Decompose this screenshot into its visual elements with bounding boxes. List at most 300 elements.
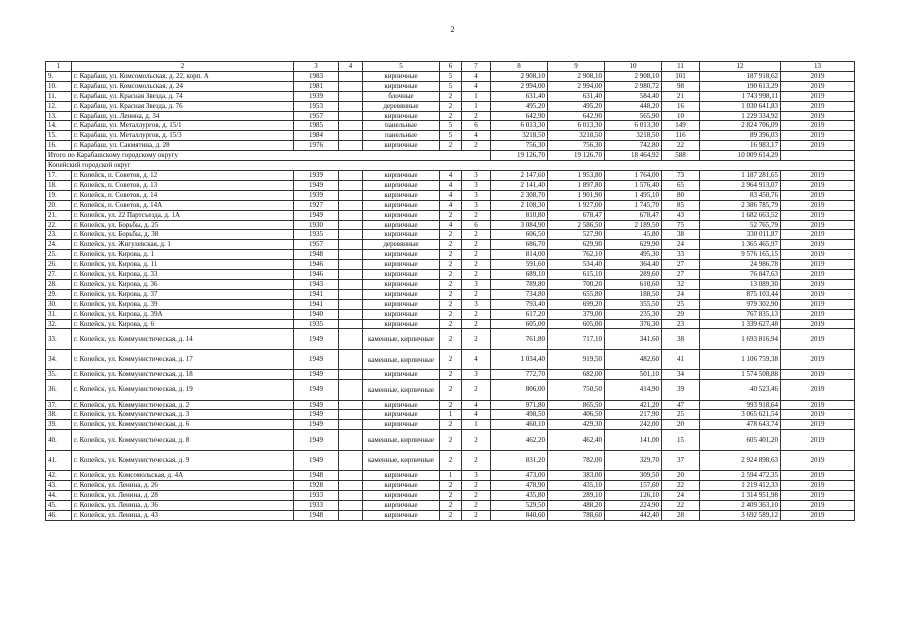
table-cell-col-9: 527,90 [548,230,605,240]
table-cell-col-1: 33. [46,329,72,349]
table-cell-col-12: 2 924 898,63 [700,450,781,470]
table-cell-col-5: кирпичные [363,270,440,280]
column-header-13: 13 [781,62,855,72]
table-cell-col-7: 2 [462,270,491,280]
table-cell-col-7: 2 [462,240,491,250]
table-cell-col-6: 5 [440,121,462,131]
table-cell-col-10: 376,30 [605,319,662,329]
table-cell-col-3: 1953 [294,101,339,111]
table-cell-col-13: 2019 [781,400,855,410]
housing-registry-table [45,61,855,521]
table-row [46,71,855,81]
column-header-2: 2 [72,62,294,72]
table-cell-col-2: г. Копейск, ул. Ленина, д. 36 [72,500,294,510]
table-row [46,400,855,410]
table-cell-col-10: 2 189,50 [605,220,662,230]
table-cell-col-7: 2 [462,319,491,329]
table-cell-col-9: 2 586,50 [548,220,605,230]
table-cell-col-11: 10 [662,111,700,121]
table-cell-col-5: кирпичные [363,220,440,230]
table-cell-col-13: 2019 [781,190,855,200]
table-cell-col-13: 2019 [781,471,855,481]
table-cell-col-5: кирпичные [363,111,440,121]
table-cell-col-7: 4 [462,131,491,141]
table-cell-col-3: 1941 [294,289,339,299]
column-number-header-row [46,62,855,72]
table-cell-col-11: 24 [662,240,700,250]
table-cell-col-13: 2019 [781,480,855,490]
table-cell-col-8: 2 308,70 [491,190,548,200]
table-cell-col-8: 495,20 [491,101,548,111]
table-cell-col-3: 1984 [294,131,339,141]
table-cell-col-4 [339,510,363,520]
table-cell-col-2: г. Копейск, ул. Кирова, д. 6 [72,319,294,329]
table-cell-col-4 [339,111,363,121]
table-cell-col-1: 45. [46,500,72,510]
table-cell-col-9: 534,40 [548,260,605,270]
table-cell-col-11: 16 [662,101,700,111]
table-cell-col-12: 1 339 627,48 [700,319,781,329]
table-cell-col-8: 2 147,60 [491,170,548,180]
table-cell-col-12: 16 983,17 [700,141,781,151]
table-cell-col-1: 26. [46,260,72,270]
table-cell-col-4 [339,240,363,250]
table-cell-col-9: 1 901,90 [548,190,605,200]
table-cell-col-3: 1949 [294,410,339,420]
table-cell-col-10: 242,00 [605,420,662,430]
table-cell-col-11: 20 [662,420,700,430]
table-cell-col-1: 22. [46,220,72,230]
table-cell-col-2: г. Копейск, ул. Ленина, д. 43 [72,510,294,520]
table-cell-col-9: 383,00 [548,471,605,481]
table-cell-col-13: 2019 [781,71,855,81]
table-cell-col-6: 4 [440,170,462,180]
table-cell-col-1: 46. [46,510,72,520]
table-cell-col-5: кирпичные [363,71,440,81]
table-cell-col-11: 29 [662,309,700,319]
table-cell-col-10: 355,50 [605,299,662,309]
table-cell-col-12: 9 576 165,15 [700,250,781,260]
table-cell-col-7: 2 [462,250,491,260]
table-cell-col-8: 631,40 [491,91,548,101]
table-cell-col-3: 1949 [294,180,339,190]
table-cell-col-5: кирпичные [363,309,440,319]
table-cell-col-4 [339,430,363,450]
column-header-4: 4 [339,62,363,72]
table-cell-col-12: 3 065 621,54 [700,410,781,420]
table-cell-col-3: 1949 [294,210,339,220]
page-number: 2 [450,25,455,34]
table-cell-col-4 [339,500,363,510]
table-cell-col-10: 2 980,72 [605,81,662,91]
table-cell-col-2: г. Копейск, п. Советов, д. 12 [72,170,294,180]
table-cell-col-5: кирпичные [363,299,440,309]
table-cell-col-2: г. Копейск, ул. Кирова, д. 11 [72,260,294,270]
table-row [46,329,855,349]
table-cell-col-3: 1949 [294,370,339,380]
table-cell-col-13: 2019 [781,91,855,101]
table-cell-col-10: 629,90 [605,240,662,250]
table-cell-col-10: 224,90 [605,500,662,510]
table-cell-col-10: 235,30 [605,309,662,319]
table-cell-col-12: 2 386 785,79 [700,200,781,210]
table-cell-col-13: 2019 [781,319,855,329]
table-cell-col-9: 429,30 [548,420,605,430]
table-cell-col-7: 3 [462,190,491,200]
table-cell-col-2: г. Карабаш, ул. Красная Звезда, д. 76 [72,101,294,111]
table-cell-col-4 [339,141,363,151]
table-cell-col-4 [339,410,363,420]
table-cell-col-8: 772,70 [491,370,548,380]
table-cell-col-10: 501,10 [605,370,662,380]
table-cell-col-9: 3218,50 [548,131,605,141]
table-cell-col-5: каменные, кирпичные [363,329,440,349]
table-cell-col-5: кирпичные [363,510,440,520]
table-cell-col-8: 756,30 [491,141,548,151]
table-cell-col-9: 629,90 [548,240,605,250]
table-cell-col-2: г. Копейск, ул. Комсомольская, д. 4А [72,471,294,481]
table-cell-col-11: 38 [662,230,700,240]
table-cell-col-7: 2 [462,230,491,240]
table-row [46,240,855,250]
table-cell-col-3: 1940 [294,309,339,319]
table-cell-col-2: г. Карабаш, ул. Красная Звезда, д. 74 [72,91,294,101]
table-cell-col-4 [339,200,363,210]
table-row [46,380,855,400]
table-cell-col-7: 3 [462,279,491,289]
table-cell-col-2: г. Копейск, ул. Борьбы, д. 25 [72,220,294,230]
table-cell-col-3: 1935 [294,230,339,240]
table-cell-col-9: 605,00 [548,319,605,329]
table-cell-col-12: 40 523,46 [700,380,781,400]
table-cell-col-6: 2 [440,91,462,101]
table-cell-col-8: 831,20 [491,450,548,470]
column-header-8: 8 [491,62,548,72]
table-cell-col-3: 1949 [294,380,339,400]
table-cell-col-6: 2 [440,101,462,111]
table-cell-col-7: 4 [462,81,491,91]
table-cell-col-6: 1 [440,471,462,481]
table-cell-col-4 [339,319,363,329]
table-row [46,220,855,230]
table-cell-col-1: 18. [46,180,72,190]
table-cell-col-8: 689,10 [491,270,548,280]
table-cell-col-9: 865,50 [548,400,605,410]
table-cell-col-5: кирпичные [363,210,440,220]
table-cell-col-12: 1 219 412,33 [700,480,781,490]
table-cell-col-5: кирпичные [363,400,440,410]
table-cell-col-1: 40. [46,430,72,450]
table-cell-col-1: 37. [46,400,72,410]
table-cell-col-4 [339,309,363,319]
table-cell-col-4 [339,220,363,230]
table-cell-col-1: 36. [46,380,72,400]
table-cell-col-8: 642,90 [491,111,548,121]
table-cell-col-10: 126,10 [605,490,662,500]
table-cell-col-11: 41 [662,349,700,369]
table-cell-col-12: 993 918,64 [700,400,781,410]
table-cell-col-8: 529,50 [491,500,548,510]
table-cell-col-11: 25 [662,410,700,420]
table-row [46,190,855,200]
table-row [46,289,855,299]
table-cell-col-3: 1948 [294,510,339,520]
table-cell-col-13: 2019 [781,240,855,250]
table-cell-col-5: кирпичные [363,180,440,190]
table-cell-col-10: 2 908,10 [605,71,662,81]
table-cell-col-10: 45,80 [605,230,662,240]
subtotal-value-10: 18 464,92 [605,151,662,161]
table-cell-col-5: кирпичные [363,170,440,180]
table-cell-col-6: 2 [440,430,462,450]
table-cell-col-13: 2019 [781,279,855,289]
column-header-11: 11 [662,62,700,72]
table-cell-col-8: 617,20 [491,309,548,319]
table-cell-col-11: 43 [662,210,700,220]
table-cell-col-11: 85 [662,200,700,210]
table-cell-col-11: 23 [662,319,700,329]
table-cell-col-12: 1 743 998,11 [700,91,781,101]
table-cell-col-9: 488,20 [548,500,605,510]
table-cell-col-12: 76 847,63 [700,270,781,280]
table-cell-col-3: 1928 [294,480,339,490]
table-cell-col-11: 33 [662,250,700,260]
table-cell-col-2: г. Копейск, ул. Борьбы, д. 38 [72,230,294,240]
table-cell-col-12: 2 409 363,10 [700,500,781,510]
table-cell-col-13: 2019 [781,270,855,280]
table-cell-col-2: г. Копейск, ул. Кирова, д. 33 [72,270,294,280]
table-cell-col-6: 2 [440,400,462,410]
table-cell-col-13: 2019 [781,200,855,210]
table-cell-col-13: 2019 [781,430,855,450]
table-cell-col-3: 1983 [294,71,339,81]
table-cell-col-10: 309,50 [605,471,662,481]
table-cell-col-7: 2 [462,289,491,299]
table-cell-col-13: 2019 [781,410,855,420]
table-cell-col-11: 22 [662,141,700,151]
table-cell-col-10: 329,70 [605,450,662,470]
table-cell-col-11: 20 [662,471,700,481]
table-row [46,510,855,520]
table-cell-col-3: 1939 [294,170,339,180]
table-cell-col-9: 750,50 [548,380,605,400]
table-cell-col-8: 806,00 [491,380,548,400]
section-header-row [46,161,855,171]
table-cell-col-6: 2 [440,250,462,260]
table-cell-col-5: кирпичные [363,260,440,270]
table-cell-col-8: 761,80 [491,329,548,349]
table-cell-col-13: 2019 [781,121,855,131]
table-cell-col-2: г. Копейск, ул. Коммунистическая, д. 9 [72,450,294,470]
table-cell-col-1: 34. [46,349,72,369]
table-cell-col-13: 2019 [781,370,855,380]
table-cell-col-2: г. Карабаш, ул. Комсомольская, д. 24 [72,81,294,91]
table-cell-col-2: г. Копейск, ул. Коммунистическая, д. 3 [72,410,294,420]
table-cell-col-4 [339,480,363,490]
table-cell-col-9: 1 927,00 [548,200,605,210]
table-cell-col-4 [339,349,363,369]
table-cell-col-11: 65 [662,180,700,190]
table-cell-col-13: 2019 [781,500,855,510]
table-cell-col-3: 1976 [294,141,339,151]
table-row [46,299,855,309]
table-cell-col-12: 1 693 816,94 [700,329,781,349]
table-cell-col-12: 83 450,76 [700,190,781,200]
subtotal-label: Итого по Карабашскому городскому округу [46,151,491,161]
table-row [46,250,855,260]
table-cell-col-3: 1957 [294,240,339,250]
table-cell-col-6: 2 [440,480,462,490]
table-cell-col-9: 2 908,10 [548,71,605,81]
table-cell-col-10: 1 495,10 [605,190,662,200]
column-header-5: 5 [363,62,440,72]
table-cell-col-3: 1949 [294,329,339,349]
table-cell-col-9: 406,50 [548,410,605,420]
table-cell-col-10: 6 013,30 [605,121,662,131]
table-cell-col-6: 2 [440,111,462,121]
table-cell-col-12: 330 011,87 [700,230,781,240]
table-cell-col-10: 678,47 [605,210,662,220]
table-cell-col-4 [339,210,363,220]
table-cell-col-9: 462,40 [548,430,605,450]
table-cell-col-13: 2019 [781,170,855,180]
table-cell-col-10: 157,60 [605,480,662,490]
table-cell-col-6: 2 [440,210,462,220]
table-cell-col-8: 814,00 [491,250,548,260]
table-cell-col-6: 2 [440,260,462,270]
table-cell-col-9: 699,20 [548,299,605,309]
table-row [46,309,855,319]
table-cell-col-2: г. Копейск, ул. Коммунистическая, д. 6 [72,420,294,430]
table-cell-col-4 [339,471,363,481]
column-header-9: 9 [548,62,605,72]
table-cell-col-10: 364,40 [605,260,662,270]
table-cell-col-5: каменные, кирпичные [363,349,440,369]
table-cell-col-4 [339,329,363,349]
table-cell-col-4 [339,289,363,299]
table-row [46,319,855,329]
table-cell-col-5: кирпичные [363,370,440,380]
table-row [46,210,855,220]
table-cell-col-7: 3 [462,200,491,210]
table-cell-col-11: 27 [662,260,700,270]
table-cell-col-1: 30. [46,299,72,309]
table-cell-col-13: 2019 [781,210,855,220]
table-cell-col-4 [339,420,363,430]
table-cell-col-9: 289,10 [548,490,605,500]
table-cell-col-13: 2019 [781,250,855,260]
table-cell-col-5: панельные [363,131,440,141]
table-cell-col-11: 22 [662,500,700,510]
table-cell-col-6: 2 [440,319,462,329]
table-cell-col-9: 700,20 [548,279,605,289]
column-header-12: 12 [700,62,781,72]
table-cell-col-2: г. Копейск, ул. Коммунистическая, д. 18 [72,370,294,380]
table-cell-col-13: 2019 [781,450,855,470]
table-cell-col-12: 1 030 641,83 [700,101,781,111]
table-cell-col-11: 28 [662,510,700,520]
table-cell-col-7: 3 [462,170,491,180]
table-cell-col-4 [339,250,363,260]
table-cell-col-2: г. Копейск, п. Советов, д. 13 [72,180,294,190]
table-cell-col-8: 591,60 [491,260,548,270]
table-cell-col-12: 1 574 508,88 [700,370,781,380]
table-cell-col-13: 2019 [781,111,855,121]
table-cell-col-5: кирпичные [363,289,440,299]
table-cell-col-5: каменные, кирпичные [363,450,440,470]
table-cell-col-7: 6 [462,121,491,131]
table-cell-col-13: 2019 [781,329,855,349]
table-cell-col-13: 2019 [781,101,855,111]
table-cell-col-13: 2019 [781,299,855,309]
table-cell-col-6: 5 [440,71,462,81]
table-cell-col-13: 2019 [781,289,855,299]
table-cell-col-4 [339,71,363,81]
table-cell-col-5: кирпичные [363,81,440,91]
column-header-7: 7 [462,62,491,72]
table-cell-col-1: 20. [46,200,72,210]
table-cell-col-1: 29. [46,289,72,299]
table-cell-col-3: 1946 [294,270,339,280]
subtotal-value-12: 10 009 614,29 [700,151,781,161]
table-cell-col-8: 6 013,30 [491,121,548,131]
table-cell-col-8: 2 108,30 [491,200,548,210]
table-cell-col-7: 2 [462,260,491,270]
table-cell-col-3: 1948 [294,471,339,481]
table-cell-col-12: 52 765,79 [700,220,781,230]
table-cell-col-11: 34 [662,370,700,380]
subtotal-value-8: 19 126,70 [491,151,548,161]
table-cell-col-4 [339,131,363,141]
table-cell-col-1: 11. [46,91,72,101]
table-cell-col-6: 2 [440,270,462,280]
table-cell-col-10: 448,20 [605,101,662,111]
table-cell-col-9: 678,47 [548,210,605,220]
table-cell-col-1: 9. [46,71,72,81]
table-cell-col-8: 1 034,40 [491,349,548,369]
table-cell-col-7: 4 [462,410,491,420]
table-cell-col-12: 478 643,74 [700,420,781,430]
table-cell-col-3: 1933 [294,500,339,510]
table-cell-col-4 [339,490,363,500]
table-cell-col-8: 460,10 [491,420,548,430]
table-cell-col-1: 41. [46,450,72,470]
table-cell-col-1: 10. [46,81,72,91]
table-cell-col-2: г. Копейск, ул. Коммунистическая, д. 2 [72,400,294,410]
table-cell-col-7: 1 [462,420,491,430]
table-row [46,81,855,91]
table-cell-col-7: 1 [462,101,491,111]
table-cell-col-8: 3218,50 [491,131,548,141]
table-cell-col-6: 2 [440,299,462,309]
table-cell-col-11: 21 [662,91,700,101]
table-cell-col-13: 2019 [781,490,855,500]
table-cell-col-1: 27. [46,270,72,280]
table-cell-col-9: 1 953,80 [548,170,605,180]
table-cell-col-6: 4 [440,220,462,230]
table-cell-col-6: 2 [440,450,462,470]
table-cell-col-5: панельные [363,121,440,131]
table-cell-col-5: кирпичные [363,279,440,289]
table-cell-col-10: 442,40 [605,510,662,520]
table-cell-col-8: 3 084,90 [491,220,548,230]
table-cell-col-8: 734,80 [491,289,548,299]
table-cell-col-12: 875 103,44 [700,289,781,299]
table-cell-col-9: 379,00 [548,309,605,319]
table-cell-col-8: 2 141,40 [491,180,548,190]
table-cell-col-1: 17. [46,170,72,180]
table-cell-col-6: 2 [440,141,462,151]
